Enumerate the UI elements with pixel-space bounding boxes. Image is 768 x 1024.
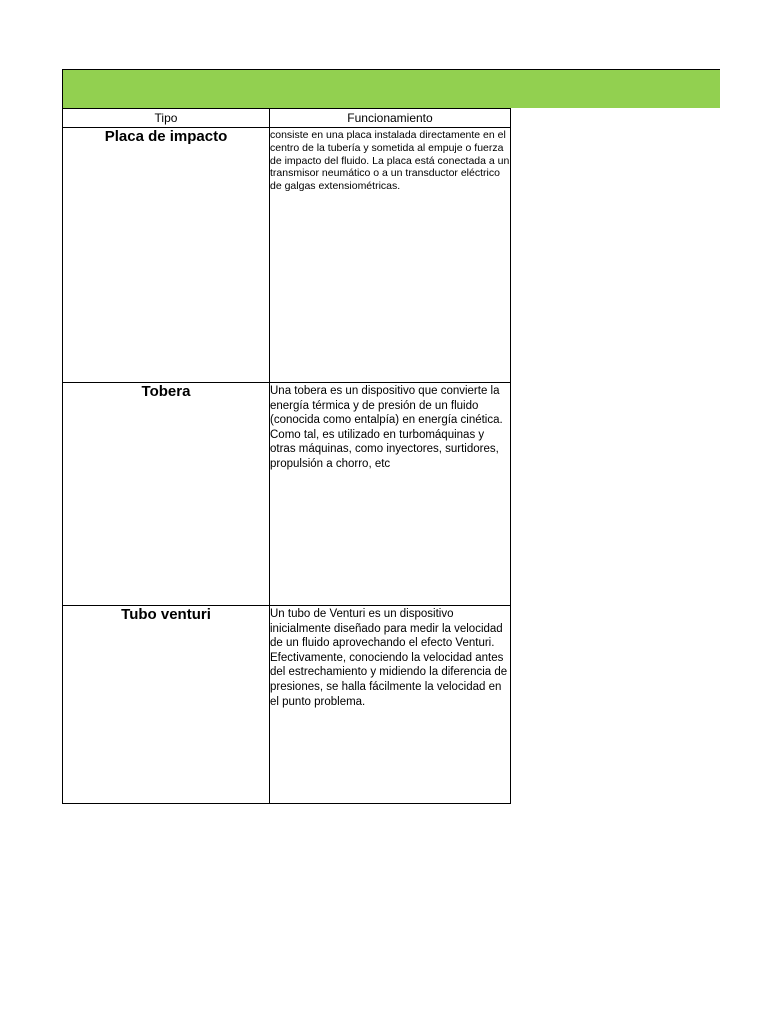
funcionamiento-text: Una tobera es un dispositivo que convierte la energía térmica y de presión de un fluido (conocida como entalpía) en energía cinética. Como tal, es utilizado en turbomáquinas y otras máquinas, como inyectores, surtidores, propulsión a chorro, etc (270, 385, 503, 470)
column-header-funcionamiento: Funcionamiento (270, 109, 511, 128)
tipo-cell: Tubo venturi (63, 606, 270, 804)
table-row (63, 128, 511, 383)
table-header-row (63, 109, 511, 128)
tipo-cell: Placa de impacto (63, 128, 270, 383)
funcionamiento-cell (270, 128, 511, 383)
tipo-cell: Tobera (63, 383, 270, 606)
funcionamiento-text: consiste en una placa instalada directamente en el centro de la tubería y sometida al empuje o fuerza de impacto del fluido. La placa está conectada a un transmisor neumático o a un transductor eléctrico de galgas extensiométricas. (270, 129, 510, 193)
column-header-tipo: Tipo (63, 109, 270, 128)
flow-meter-table (62, 108, 511, 804)
funcionamiento-cell (270, 383, 511, 606)
funcionamiento-cell (270, 606, 511, 804)
table-row (63, 606, 511, 804)
title-header-bar (62, 69, 720, 108)
funcionamiento-text: Un tubo de Venturi es un dispositivo inicialmente diseñado para medir la velocidad de un fluido aprovechando el efecto Venturi. Efectivamente, conociendo la velocidad antes del estrechamiento y midiendo la diferencia de presiones, se halla fácilmente la velocidad en el punto problema. (270, 608, 508, 708)
table-row (63, 383, 511, 606)
